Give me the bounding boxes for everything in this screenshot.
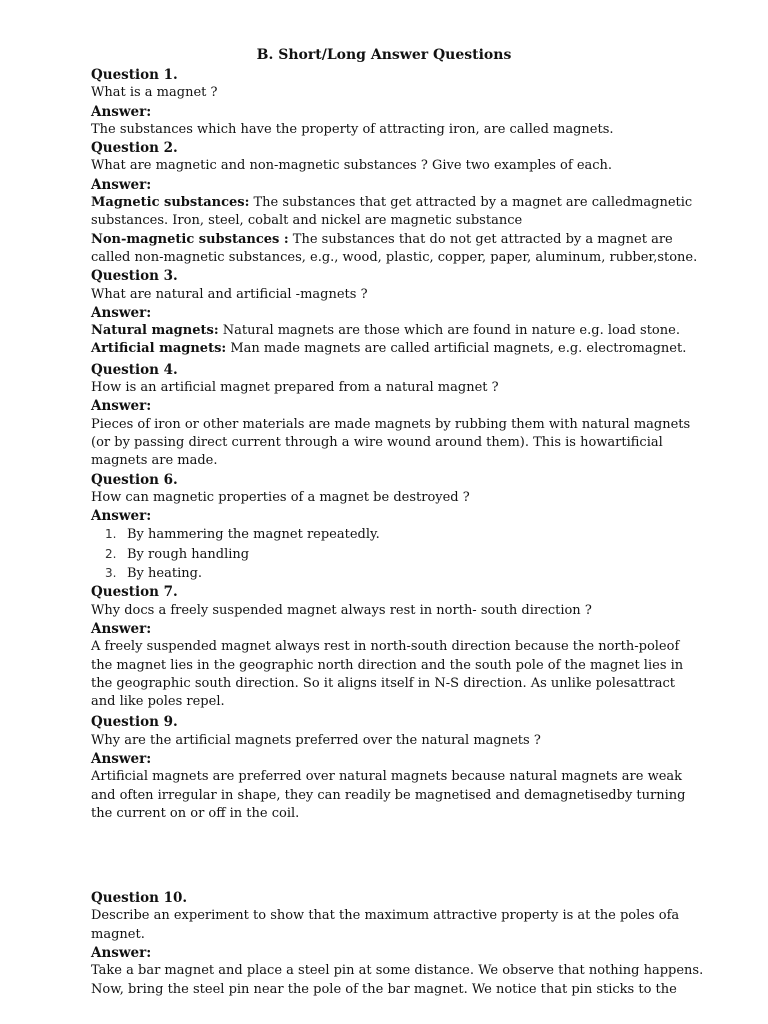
question-10-text-line-2: magnet. (91, 926, 145, 942)
question-3-label: Question 3. (91, 268, 178, 285)
list-item-number: 1. (105, 527, 117, 542)
answer-7-line-3: the geographic south direction. So it aligns itself in N-S direction. As unlike polesattract (91, 675, 675, 691)
question-3-block (91, 267, 691, 358)
question-10-label: Question 10. (91, 890, 188, 907)
document-title: B. Short/Long Answer Questions (256, 47, 512, 63)
artificial-magnets-term: Artificial magnets: (91, 341, 227, 357)
answer-10-label: Answer: (91, 945, 152, 962)
artificial-magnets-text: Man made magnets are called artificial magnets, e.g. electromagnet. (226, 341, 687, 357)
list-item-number: 2. (105, 546, 117, 561)
answer-9-line-1: Artificial magnets are preferred over natural magnets because natural magnets are weak (91, 769, 683, 785)
answer-4-line-2: (or by passing direct current through a wire wound around them). This is howartificial (91, 434, 663, 450)
answer-10-line-1: Take a bar magnet and place a steel pin at some distance. We observe that nothing happens. (91, 963, 704, 979)
answer-3-artificial-line (91, 340, 691, 358)
question-4-text: How is an artificial magnet prepared from a natural magnet ? (91, 380, 499, 396)
magnetic-substances-text-1: The substances that get attracted by a magnet are calledmagnetic (249, 195, 693, 211)
document-body (91, 66, 704, 999)
question-7-label: Question 7. (91, 584, 178, 601)
answer-2-label: Answer: (91, 176, 152, 193)
answer-3-natural-line (91, 322, 691, 340)
question-6-text: How can magnetic properties of a magnet be destroyed ? (91, 489, 470, 505)
question-7-text: Why docs a freely suspended magnet always rest in north- south direction ? (91, 602, 592, 618)
question-1-block (91, 66, 691, 139)
answer-2-nonmagnetic-line-2: called non-magnetic substances, e.g., wood, plastic, copper, paper, aluminum, rubber,stone. (91, 249, 698, 265)
question-2-label: Question 2. (91, 140, 178, 157)
list-item (91, 525, 691, 544)
question-3-text: What are natural and artificial -magnets ? (91, 286, 368, 302)
answer-9-label: Answer: (91, 750, 152, 767)
answer-10-line-2: Now, bring the steel pin near the pole of the bar magnet. We notice that pin sticks to the (91, 981, 677, 997)
question-6-block (91, 471, 691, 584)
natural-magnets-text: Natural magnets are those which are found in nature e.g. load stone. (218, 323, 680, 339)
natural-magnets-term: Natural magnets: (91, 323, 219, 339)
list-item-number: 3. (105, 566, 117, 581)
question-9-text: Why are the artificial magnets preferred over the natural magnets ? (91, 732, 541, 748)
question-4-block (91, 361, 691, 471)
list-item-text: By rough handling (127, 546, 250, 562)
answer-7-line-1: A freely suspended magnet always rest in north-south direction because the north-poleof (91, 639, 680, 655)
answer-1-label: Answer: (91, 103, 152, 120)
question-9-label: Question 9. (91, 714, 178, 731)
answer-3-label: Answer: (91, 304, 152, 321)
answer-2-nonmagnetic-line-1 (91, 231, 691, 249)
answer-7-line-2: the magnet lies in the geographic north direction and the south pole of the magnet lies in (91, 657, 684, 673)
question-2-text: What are magnetic and non-magnetic substances ? Give two examples of each. (91, 158, 613, 174)
question-10-block (91, 889, 704, 999)
answer-4-line-3: magnets are made. (91, 453, 218, 469)
answer-9-line-3: the current on or off in the coil. (91, 805, 300, 821)
list-item-text: By hammering the magnet repeatedly. (127, 527, 380, 543)
answer-7-label: Answer: (91, 620, 152, 637)
question-10-text-line-1: Describe an experiment to show that the maximum attractive property is at the poles ofa (91, 908, 680, 924)
question-7-block (91, 583, 691, 711)
answer-2-magnetic-line-2: substances. Iron, steel, cobalt and nickel are magnetic substance (91, 213, 523, 229)
question-4-label: Question 4. (91, 361, 178, 378)
answer-1-text: The substances which have the property of attracting iron, are called magnets. (91, 121, 614, 137)
non-magnetic-substances-text-1: The substances that do not get attracted by a magnet are (288, 231, 673, 247)
answer-2-magnetic-line-1 (91, 194, 691, 212)
question-1-label: Question 1. (91, 67, 178, 83)
answer-4-label: Answer: (91, 398, 152, 415)
question-9-block (91, 713, 691, 823)
answer-7-line-4: and like poles repel. (91, 694, 225, 710)
answer-6-label: Answer: (91, 508, 152, 525)
list-item (91, 564, 691, 583)
question-1-text: What is a magnet ? (91, 85, 218, 101)
spacer (91, 823, 691, 889)
answer-9-line-2: and often irregular in shape, they can readily be magnetised and demagnetisedby turning (91, 787, 686, 803)
answer-6-list (91, 525, 691, 583)
answer-4-line-1: Pieces of iron or other materials are made magnets by rubbing them with natural magnets (91, 416, 691, 432)
question-6-label: Question 6. (91, 471, 178, 488)
magnetic-substances-term: Magnetic substances: (91, 195, 250, 211)
non-magnetic-substances-term: Non-magnetic substances : (91, 231, 289, 247)
list-item (91, 545, 691, 564)
list-item-text: By heating. (127, 566, 203, 582)
question-2-block (91, 139, 698, 267)
